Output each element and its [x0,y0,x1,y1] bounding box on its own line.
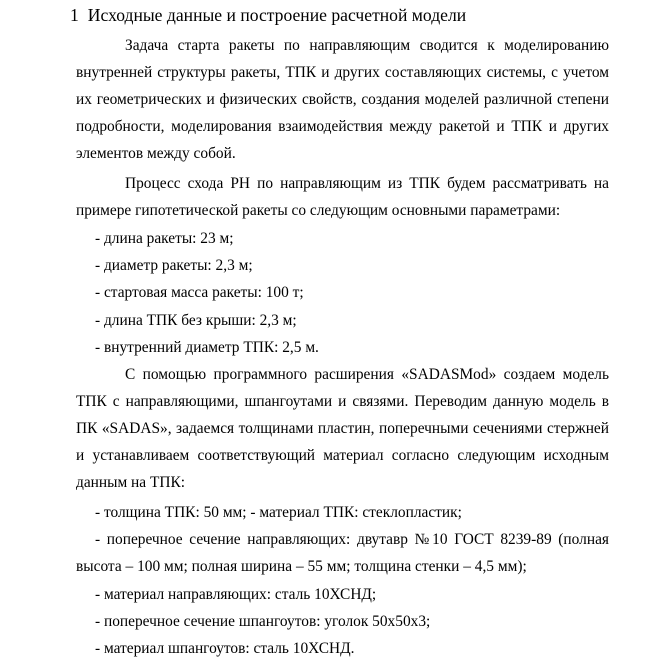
list-item-frame-cross-section: - поперечное сечение шпангоутов: уголок 50х50х3; [95,613,431,630]
list-item-rocket-length: - длина ракеты: 23 м; [95,230,234,247]
list-item-guide-material: - материал направляющих: сталь 10ХСНД; [95,586,377,603]
paragraph-intro: Задача старта ракеты по направляющим сводится к моделированию внутренней структуры ракеты, ТПК и других составляющих системы, с учетом их геометрических и физических свойств, создания моделей различной степени подробности, моделирования взаимодействия между ракетой и ТПК и других элементов между собой. [76,37,609,162]
list-item-rocket-mass: - стартовая масса ракеты: 100 т; [95,284,304,301]
paragraph-sadasmod-model: С помощью программного расширения «SADASMod» создаем модель ТПК с направляющими, шпангоутами и связями. Переводим данную модель в ПК «SADAS», задаемся толщинами пластин, поперечными сечениями стержней и устанавливаем соответствующий материал согласно следующим исходным данным на ТПК: [76,366,609,491]
section-number: 1 [70,5,79,25]
paragraph-rocket-description: Процесс схода РН по направляющим из ТПК будем рассматривать на примере гипотетической ракеты со следующим основными параметрами: [76,175,609,219]
list-item-tpk-thickness: - толщина ТПК: 50 мм; - материал ТПК: стеклопластик; [95,504,462,521]
list-item-guide-cross-section: - поперечное сечение направляющих: двутавр №10 ГОСТ 8239-89 (полная высота – 100 мм; полная ширина – 55 мм; толщина стенки – 4,5 мм); [76,531,609,575]
section-heading [70,4,540,26]
list-item-frame-material: - материал шпангоутов: сталь 10ХСНД. [95,640,355,657]
list-item-tpk-inner-diameter: - внутренний диаметр ТПК: 2,5 м. [95,339,319,356]
section-title: Исходные данные и построение расчетной модели [87,5,467,25]
list-item-tpk-length: - длина ТПК без крыши: 2,3 м; [95,312,297,329]
list-item-rocket-diameter: - диаметр ракеты: 2,3 м; [95,257,253,274]
